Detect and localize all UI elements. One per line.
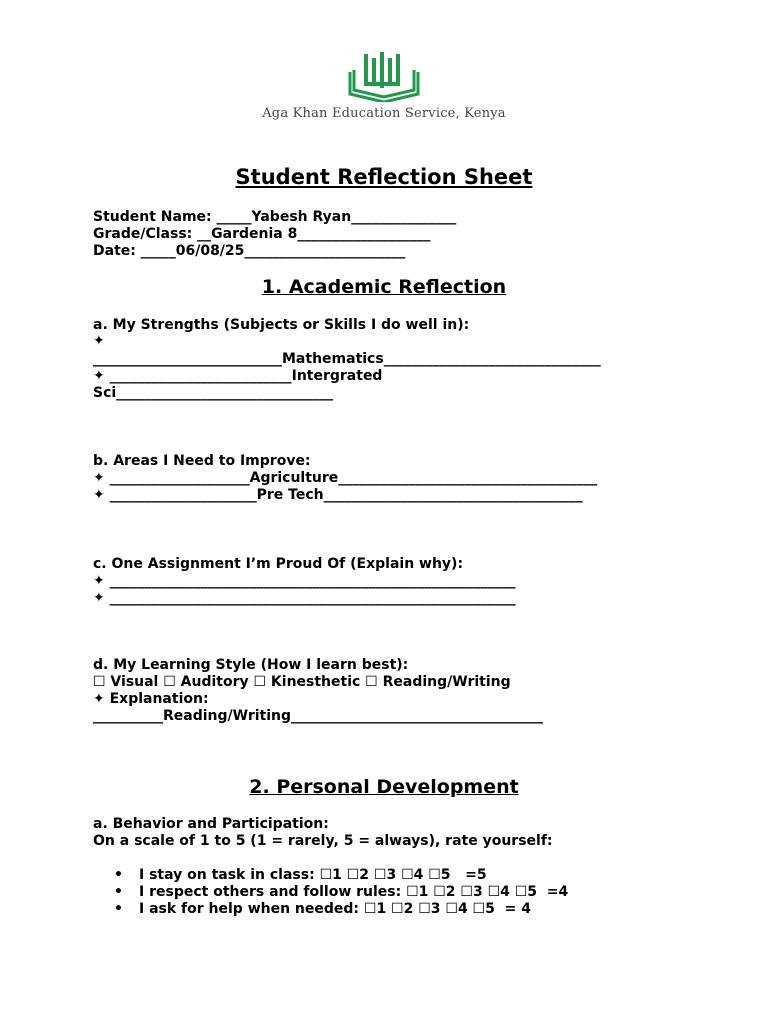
bullet-icon: • xyxy=(114,901,123,917)
learning-style-label: d. My Learning Style (How I learn best): xyxy=(93,657,409,673)
strengths-line: ✦ xyxy=(93,333,105,349)
section-heading-academic: 1. Academic Reflection xyxy=(261,276,507,298)
grade-class-line: Grade/Class: __Gardenia 8___________________ xyxy=(93,226,431,242)
proud-line: ✦ __________________________________________________________ xyxy=(93,590,516,606)
explanation-label: ✦ Explanation: xyxy=(93,691,209,707)
date-line: Date: _____06/08/25_______________________ xyxy=(93,243,406,259)
improve-line: ✦ _____________________Pre Tech_____________________________________ xyxy=(93,487,583,503)
strengths-line: ✦ __________________________Intergrated xyxy=(93,368,383,384)
strengths-label: a. My Strengths (Subjects or Skills I do well in): xyxy=(93,317,470,333)
bullet-icon: • xyxy=(114,884,123,900)
rating-item: I stay on task in class: ☐1 ☐2 ☐3 ☐4 ☐5 =5 xyxy=(139,867,487,883)
section-heading-personal: 2. Personal Development xyxy=(249,776,519,798)
improve-label: b. Areas I Need to Improve: xyxy=(93,453,311,469)
page-title: Student Reflection Sheet xyxy=(235,165,533,189)
organization-name: Aga Khan Education Service, Kenya xyxy=(262,106,506,121)
student-name-line: Student Name: _____Yabesh Ryan_______________ xyxy=(93,209,457,225)
explanation-line: __________Reading/Writing____________________________________ xyxy=(93,708,544,724)
improve-line: ✦ ____________________Agriculture_____________________________________ xyxy=(93,470,598,486)
rating-item: I respect others and follow rules: ☐1 ☐2 ☐3 ☐4 ☐5 =4 xyxy=(139,884,569,900)
strengths-line: Sci_______________________________ xyxy=(93,385,334,401)
proud-line: ✦ __________________________________________________________ xyxy=(93,573,516,589)
proud-label: c. One Assignment I’m Proud Of (Explain why): xyxy=(93,556,464,572)
behavior-label: a. Behavior and Participation: xyxy=(93,816,329,832)
school-logo xyxy=(348,50,420,102)
bullet-icon: • xyxy=(114,867,123,883)
strengths-line: ___________________________Mathematics_______________________________ xyxy=(93,351,601,367)
learning-style-options: ☐ Visual ☐ Auditory ☐ Kinesthetic ☐ Reading/Writing xyxy=(93,674,511,690)
scale-instruction: On a scale of 1 to 5 (1 = rarely, 5 = always), rate yourself: xyxy=(93,833,553,849)
rating-item: I ask for help when needed: ☐1 ☐2 ☐3 ☐4 ☐5 = 4 xyxy=(139,901,531,917)
